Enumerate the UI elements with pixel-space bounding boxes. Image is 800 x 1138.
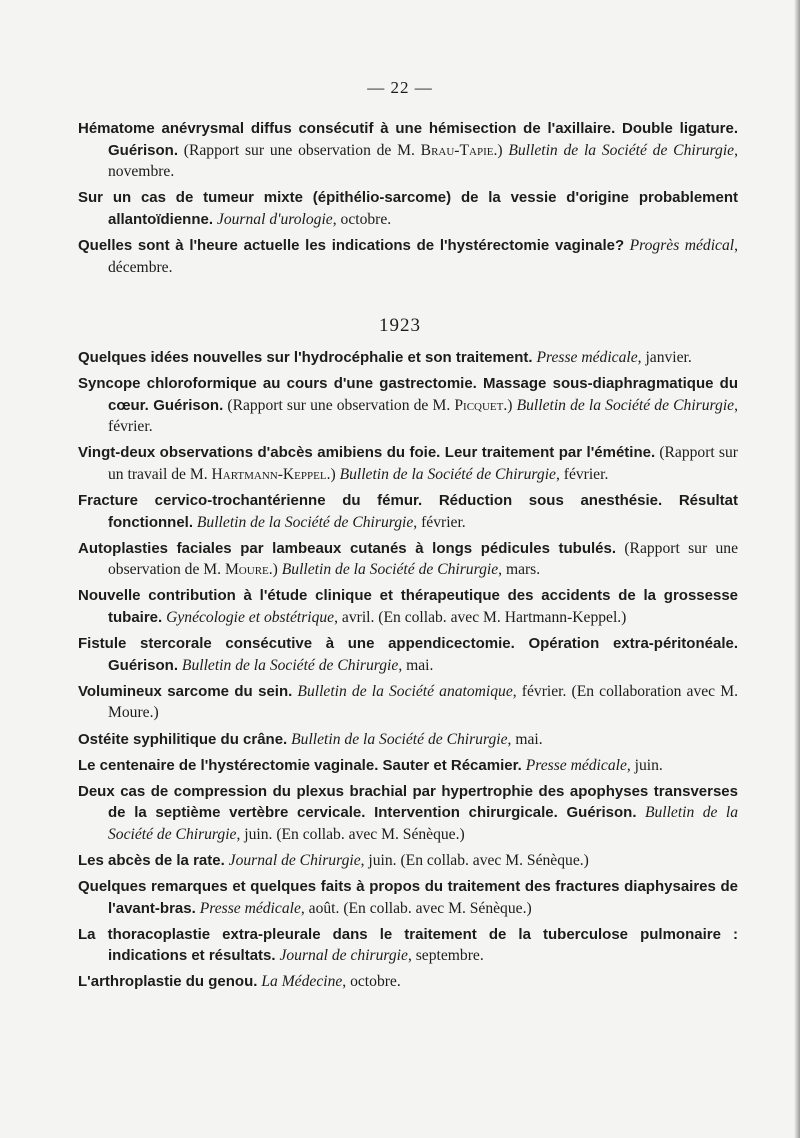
bibliography-entry xyxy=(78,585,738,628)
entry-date: , mai. xyxy=(507,730,543,748)
entry-journal: Bulletin de la Société de Chirurgie xyxy=(508,141,735,159)
entry-date: , septembre. xyxy=(407,947,484,965)
bibliography-entry xyxy=(78,850,738,872)
bibliography-entry xyxy=(78,876,738,919)
entry-journal: Presse médicale xyxy=(199,899,301,917)
entry-journal: Presse médicale xyxy=(536,349,638,366)
entry-date: , février. xyxy=(555,465,609,483)
entry-title: Syncope chloroformique au cours d'une gastrectomie. Massage sous-diaphragmatique du cœur. Guérison. xyxy=(78,375,738,414)
entry-title: Quelles sont à l'heure actuelle les indications de l'hystérectomie vaginale? xyxy=(78,236,625,254)
entry-note: (Rapport sur une observation de M. xyxy=(178,141,421,159)
entry-date: , août. (En collab. avec M. Sénèque.) xyxy=(300,899,532,917)
entry-note-end: .) xyxy=(493,141,509,159)
entry-title: Fracture cervico-trochantérienne du fémur. Réduction sous anesthésie. Résultat fonctionnel. xyxy=(78,492,738,531)
entry-title: Quelques idées nouvelles sur l'hydrocéphalie et son traitement. xyxy=(78,349,533,366)
entry-date: , décembre. xyxy=(108,236,738,276)
bibliography-entry xyxy=(78,187,738,230)
entry-journal: Journal d'urologie xyxy=(216,210,333,228)
entry-date: , juin. (En collab. avec M. Sénèque.) xyxy=(360,851,589,869)
entry-author: Picquet xyxy=(454,396,504,414)
bibliography-entry xyxy=(78,235,738,278)
entry-journal: Bulletin de la Société de Chirurgie xyxy=(339,465,556,483)
bibliography-entry xyxy=(78,538,738,581)
entry-title: Les abcès de la rate. xyxy=(78,851,225,869)
bibliography-entry xyxy=(78,633,738,676)
entry-title: La thoracoplastie extra-pleurale dans le traitement de la tuberculose pulmonaire : indications et résultats. xyxy=(78,925,738,965)
entry-journal: Bulletin de la Société de Chirurgie xyxy=(291,730,508,748)
bibliography-entry xyxy=(78,442,738,485)
entry-title: Le centenaire de l'hystérectomie vaginale. Sauter et Récamier. xyxy=(78,756,522,774)
entry-title: L'arthroplastie du genou. xyxy=(78,973,258,991)
bibliography-entry xyxy=(78,373,738,438)
entry-author: Hartmann-Keppel xyxy=(211,465,327,483)
entry-note-end: .) xyxy=(326,465,340,483)
entry-note: (Rapport sur une observation de M. xyxy=(223,396,455,414)
entries-list-before-1923 xyxy=(78,118,738,283)
entry-title: Deux cas de compression du plexus brachial par hypertrophie des apophyses transverses de la septième vertèbre cervicale. Intervention chirurgicale. Guérison. xyxy=(78,782,738,822)
bibliography-entry xyxy=(78,118,738,183)
entry-journal: Bulletin de la Société de Chirurgie xyxy=(196,513,414,531)
bibliography-entry xyxy=(78,347,738,369)
year-heading: 1923 xyxy=(379,315,421,336)
entry-date: , avril. (En collab. avec M. Hartmann-Keppel.) xyxy=(334,609,627,627)
entry-journal: Bulletin de la Société de Chirurgie xyxy=(281,561,499,579)
entry-journal: Bulletin de la Société de Chirurgie xyxy=(516,396,735,414)
entry-title: Volumineux sarcome du sein. xyxy=(78,682,293,700)
entry-journal: La Médecine xyxy=(261,973,343,991)
entry-title: Hématome anévrysmal diffus consécutif à une hémisection de l'axillaire. Double ligature. Guérison. xyxy=(78,120,738,159)
entry-note-end: .) xyxy=(503,396,517,414)
entry-title: Nouvelle contribution à l'étude clinique et thérapeutique des accidents de la grossesse tubaire. xyxy=(78,587,738,627)
entry-author: Moure xyxy=(224,561,269,579)
entry-journal: Journal de chirurgie xyxy=(279,947,408,965)
entry-title: Quelques remarques et quelques faits à propos du traitement des fractures diaphysaires de l'avant-bras. xyxy=(78,878,738,917)
bibliography-entry xyxy=(78,681,738,724)
entry-date: , juin. (En collab. avec M. Sénèque.) xyxy=(236,825,465,843)
bibliography-entry xyxy=(78,781,738,846)
entry-date: , janvier. xyxy=(637,349,692,366)
entry-title: Autoplasties faciales par lambeaux cutanés à longs pédicules tubulés. xyxy=(78,539,617,557)
entry-note: (Rapport sur une observation de M. xyxy=(108,539,738,579)
entry-date: , février. xyxy=(413,513,466,531)
entry-date: , mars. xyxy=(498,561,541,579)
entry-title: Ostéite syphilitique du crâne. xyxy=(78,730,288,748)
page-edge-shadow xyxy=(794,0,800,1138)
entry-date: , février. (En collaboration avec M. Moure.) xyxy=(108,682,738,722)
entry-journal: Progrès médical xyxy=(629,236,735,254)
entry-journal: Bulletin de la Société de Chirurgie xyxy=(108,804,738,843)
entry-note: (Rapport sur un travail de M. xyxy=(108,444,738,483)
entry-note xyxy=(637,804,645,821)
page-number: — 22 — xyxy=(367,78,433,97)
entry-journal: Bulletin de la Société de Chirurgie xyxy=(181,656,399,674)
entry-title: Fistule stercorale consécutive à une appendicectomie. Opération extra-péritonéale. Guérison. xyxy=(78,635,738,674)
entry-date: , mai. xyxy=(398,656,434,674)
bibliography-entry xyxy=(78,755,738,777)
entries-list-1923 xyxy=(78,347,738,998)
entry-date: , juin. xyxy=(626,756,663,774)
entry-journal: Bulletin de la Société anatomique xyxy=(297,682,513,700)
bibliography-entry xyxy=(78,490,738,533)
entry-journal: Journal de Chirurgie xyxy=(228,851,361,869)
bibliography-entry xyxy=(78,729,738,751)
entry-title: Sur un cas de tumeur mixte (épithélio-sarcome) de la vessie d'origine probablement allantoïdienne. xyxy=(78,189,738,228)
entry-journal: Presse médicale xyxy=(525,756,627,774)
entry-author: Brau-Tapie xyxy=(420,141,494,159)
entry-date: , octobre. xyxy=(342,973,401,991)
entry-title: Vingt-deux observations d'abcès amibiens du foie. Leur traitement par l'émétine. xyxy=(78,444,656,462)
entry-date: , février. xyxy=(108,396,738,436)
entry-date: , octobre. xyxy=(332,210,392,228)
entry-journal: Gynécologie et obstétrique xyxy=(166,609,335,627)
bibliography-entry xyxy=(78,971,738,993)
bibliography-entry xyxy=(78,924,738,967)
entry-date: , novembre. xyxy=(108,141,739,181)
entry-note-end: .) xyxy=(268,561,282,579)
